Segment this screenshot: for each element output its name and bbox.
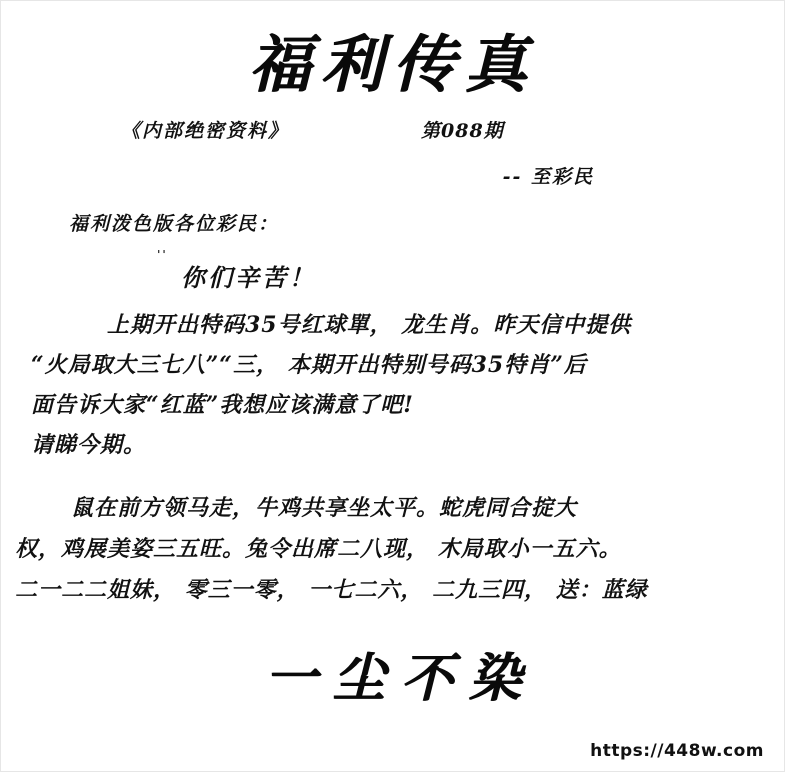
verse-line: 鼠在前方领马走，牛鸡共享坐太平。蛇虎同合掟大 — [71, 494, 578, 521]
body-line: 上期开出特码35号红球單， 龙生肖。昨天信中提供 — [107, 312, 632, 339]
body-line: “火局取大三七八”“三， 本期开出特别号码35特肖”后 — [31, 352, 587, 379]
greeting-line — [1, 248, 784, 293]
footer-phrase: 一尘不染 — [264, 648, 537, 710]
dedication-line: -- 至彩民 — [502, 166, 594, 189]
body-line: 请睇今期。 — [31, 431, 147, 458]
title-meta-row — [1, 116, 784, 150]
page-title: 福利传真 — [248, 28, 537, 101]
ink-specks: '' — [157, 248, 168, 262]
document-subtitle: 《内部绝密资料》 — [121, 120, 290, 143]
salutation-line: 福利泼色版各位彩民： — [69, 213, 280, 236]
body-text — [1, 307, 784, 464]
verse-block — [1, 489, 784, 610]
verse-line: 权，鸡展美姿三五旺。兔令出席二八现， 木局取小一五六。 — [15, 535, 622, 562]
greeting-text: 你们辛苦！ — [181, 263, 316, 293]
issue-number: 第088期 — [421, 120, 504, 143]
watermark-url: https://448w.com — [590, 741, 764, 761]
verse-line: 二一二二姐妹， 零三一零， 一七二六， 二九三四， 送：蓝绿 — [15, 576, 648, 603]
body-line: 面告诉大家“红蓝”我想应该满意了吧! — [31, 391, 414, 418]
